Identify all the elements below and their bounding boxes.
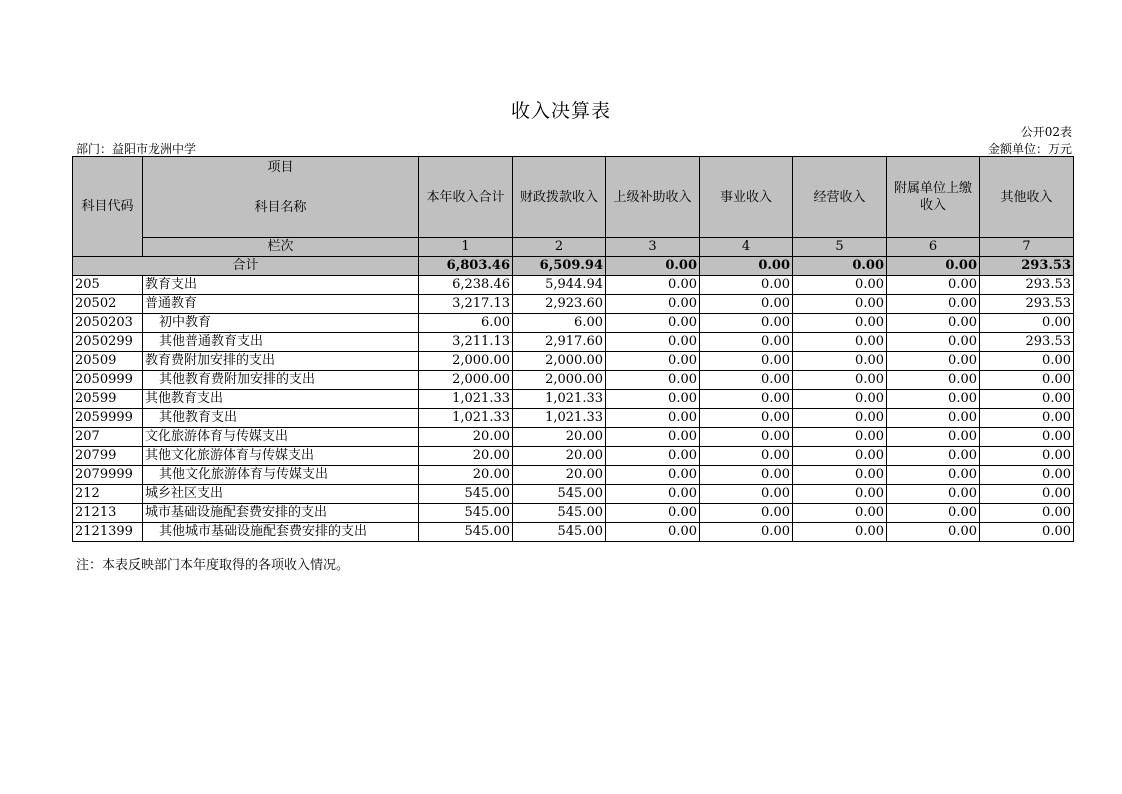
amount-cell: 0.00 [980,447,1074,466]
total-value: 0.00 [700,257,793,276]
subject-code: 20509 [73,352,143,371]
amount-cell: 0.00 [700,428,793,447]
amount-cell: 0.00 [887,314,980,333]
total-value: 0.00 [887,257,980,276]
subject-name: 其他教育费附加安排的支出 [143,371,419,390]
amount-cell: 0.00 [606,352,700,371]
amount-cell: 0.00 [606,295,700,314]
amount-cell: 0.00 [887,295,980,314]
amount-cell: 0.00 [887,333,980,352]
amount-cell: 293.53 [980,333,1074,352]
column-number: 5 [793,238,887,257]
subject-name-label: 科目名称 [254,200,307,215]
amount-cell: 20.00 [513,447,606,466]
amount-cell: 6.00 [513,314,606,333]
subject-name: 教育支出 [143,276,419,295]
amount-cell: 0.00 [606,314,700,333]
amount-cell: 0.00 [606,523,700,542]
amount-cell: 545.00 [513,504,606,523]
amount-cell: 0.00 [793,428,887,447]
amount-cell: 0.00 [606,447,700,466]
table-row [73,390,1074,409]
amount-cell: 20.00 [419,466,513,485]
amount-cell: 0.00 [606,504,700,523]
table-row [73,409,1074,428]
column-header-fiscal: 财政拨款收入 [513,157,606,238]
amount-cell: 0.00 [980,523,1074,542]
amount-cell: 0.00 [980,409,1074,428]
subject-code: 207 [73,428,143,447]
subject-name: 其他教育支出 [143,390,419,409]
subject-code: 2050203 [73,314,143,333]
amount-cell: 0.00 [980,428,1074,447]
column-number: 4 [700,238,793,257]
code-header: 科目代码 [73,157,143,257]
amount-cell: 0.00 [700,314,793,333]
amount-cell: 0.00 [793,409,887,428]
subject-name: 初中教育 [143,314,419,333]
amount-cell: 5,944.94 [513,276,606,295]
table-row [73,371,1074,390]
column-header-other: 其他收入 [980,157,1074,238]
amount-cell: 293.53 [980,276,1074,295]
amount-cell: 545.00 [419,485,513,504]
amount-cell: 0.00 [887,504,980,523]
amount-cell: 0.00 [887,523,980,542]
column-number: 7 [980,238,1074,257]
form-number: 公开02表 [1020,125,1072,139]
amount-cell: 0.00 [980,390,1074,409]
amount-cell: 0.00 [980,352,1074,371]
table-row [73,352,1074,371]
item-header [143,157,419,238]
subject-code: 205 [73,276,143,295]
amount-cell: 20.00 [419,447,513,466]
table-row [73,333,1074,352]
amount-cell: 0.00 [887,371,980,390]
amount-cell: 1,021.33 [419,409,513,428]
total-label: 合计 [73,257,419,276]
subject-code: 2050999 [73,371,143,390]
subject-name: 文化旅游体育与传媒支出 [143,428,419,447]
amount-unit-label: 金额单位：万元 [987,142,1072,156]
amount-cell: 0.00 [700,295,793,314]
amount-cell: 0.00 [700,409,793,428]
amount-cell: 545.00 [419,523,513,542]
amount-cell: 20.00 [419,428,513,447]
amount-cell: 2,917.60 [513,333,606,352]
subject-name: 普通教育 [143,295,419,314]
table-row [73,523,1074,542]
amount-cell: 0.00 [606,428,700,447]
item-label: 项目 [267,160,294,175]
amount-cell: 0.00 [606,466,700,485]
column-header-affiliate: 附属单位上缴收入 [887,157,980,238]
amount-cell: 2,923.60 [513,295,606,314]
amount-cell: 0.00 [606,390,700,409]
total-value: 6,509.94 [513,257,606,276]
amount-cell: 2,000.00 [419,352,513,371]
amount-cell: 2,000.00 [513,371,606,390]
amount-cell: 0.00 [700,390,793,409]
amount-cell: 0.00 [606,409,700,428]
column-header-superior-subsidy: 上级补助收入 [606,157,700,238]
amount-cell: 0.00 [606,333,700,352]
column-header-total: 本年收入合计 [419,157,513,238]
column-number: 1 [419,238,513,257]
amount-cell: 0.00 [793,314,887,333]
amount-cell: 20.00 [513,466,606,485]
subject-code: 20502 [73,295,143,314]
subject-code: 2050299 [73,333,143,352]
subject-code: 2079999 [73,466,143,485]
table-row [73,447,1074,466]
amount-cell: 0.00 [700,352,793,371]
amount-cell: 3,217.13 [419,295,513,314]
subject-name: 其他普通教育支出 [143,333,419,352]
amount-cell: 0.00 [606,371,700,390]
subject-name: 城市基础设施配套费安排的支出 [143,504,419,523]
table-row [73,276,1074,295]
amount-cell: 1,021.33 [513,390,606,409]
subject-code: 21213 [73,504,143,523]
amount-cell: 293.53 [980,295,1074,314]
amount-cell: 0.00 [793,447,887,466]
amount-cell: 2,000.00 [513,352,606,371]
amount-cell: 20.00 [513,428,606,447]
total-value: 293.53 [980,257,1074,276]
subject-code: 20799 [73,447,143,466]
subject-code: 20599 [73,390,143,409]
table-row [73,295,1074,314]
column-number-label: 栏次 [143,238,419,257]
amount-cell: 0.00 [700,447,793,466]
table-row [73,466,1074,485]
total-value: 0.00 [606,257,700,276]
amount-cell: 0.00 [887,276,980,295]
amount-cell: 0.00 [887,390,980,409]
amount-cell: 3,211.13 [419,333,513,352]
column-number: 6 [887,238,980,257]
income-table [72,156,1074,542]
subject-name: 城乡社区支出 [143,485,419,504]
amount-cell: 0.00 [606,276,700,295]
amount-cell: 0.00 [887,466,980,485]
amount-cell: 0.00 [793,466,887,485]
subject-code: 2059999 [73,409,143,428]
subject-name: 其他城市基础设施配套费安排的支出 [143,523,419,542]
amount-cell: 2,000.00 [419,371,513,390]
amount-cell: 0.00 [793,295,887,314]
amount-cell: 0.00 [980,485,1074,504]
amount-cell: 0.00 [606,485,700,504]
amount-cell: 6,238.46 [419,276,513,295]
amount-cell: 0.00 [793,504,887,523]
subject-name: 其他文化旅游体育与传媒支出 [143,466,419,485]
amount-cell: 545.00 [513,523,606,542]
department-label: 部门：益阳市龙洲中学 [76,142,197,156]
subject-code: 2121399 [73,523,143,542]
amount-cell: 545.00 [419,504,513,523]
subject-code: 212 [73,485,143,504]
amount-cell: 0.00 [887,485,980,504]
table-row [73,314,1074,333]
column-number: 3 [606,238,700,257]
footnote: 注：本表反映部门本年度取得的各项收入情况。 [76,558,350,573]
amount-cell: 0.00 [980,371,1074,390]
amount-cell: 0.00 [793,523,887,542]
column-header-business: 事业收入 [700,157,793,238]
amount-cell: 0.00 [700,504,793,523]
amount-cell: 0.00 [700,485,793,504]
table-row [73,428,1074,447]
subject-name: 其他教育支出 [143,409,419,428]
total-row [73,257,1074,276]
amount-cell: 0.00 [980,466,1074,485]
amount-cell: 0.00 [793,485,887,504]
amount-cell: 0.00 [700,276,793,295]
total-value: 0.00 [793,257,887,276]
amount-cell: 0.00 [793,390,887,409]
amount-cell: 0.00 [793,371,887,390]
page-title: 收入决算表 [510,100,611,122]
amount-cell: 0.00 [887,409,980,428]
amount-cell: 0.00 [980,504,1074,523]
table-row [73,504,1074,523]
amount-cell: 0.00 [793,333,887,352]
amount-cell: 0.00 [700,371,793,390]
amount-cell: 0.00 [793,276,887,295]
table-row [73,485,1074,504]
amount-cell: 0.00 [887,447,980,466]
amount-cell: 1,021.33 [419,390,513,409]
amount-cell: 0.00 [793,352,887,371]
subject-name: 其他文化旅游体育与传媒支出 [143,447,419,466]
amount-cell: 0.00 [887,428,980,447]
amount-cell: 0.00 [700,466,793,485]
column-number: 2 [513,238,606,257]
subject-name: 教育费附加安排的支出 [143,352,419,371]
amount-cell: 0.00 [887,352,980,371]
amount-cell: 6.00 [419,314,513,333]
amount-cell: 0.00 [980,314,1074,333]
amount-cell: 545.00 [513,485,606,504]
column-header-operating: 经营收入 [793,157,887,238]
amount-cell: 1,021.33 [513,409,606,428]
amount-cell: 0.00 [700,523,793,542]
total-value: 6,803.46 [419,257,513,276]
amount-cell: 0.00 [700,333,793,352]
